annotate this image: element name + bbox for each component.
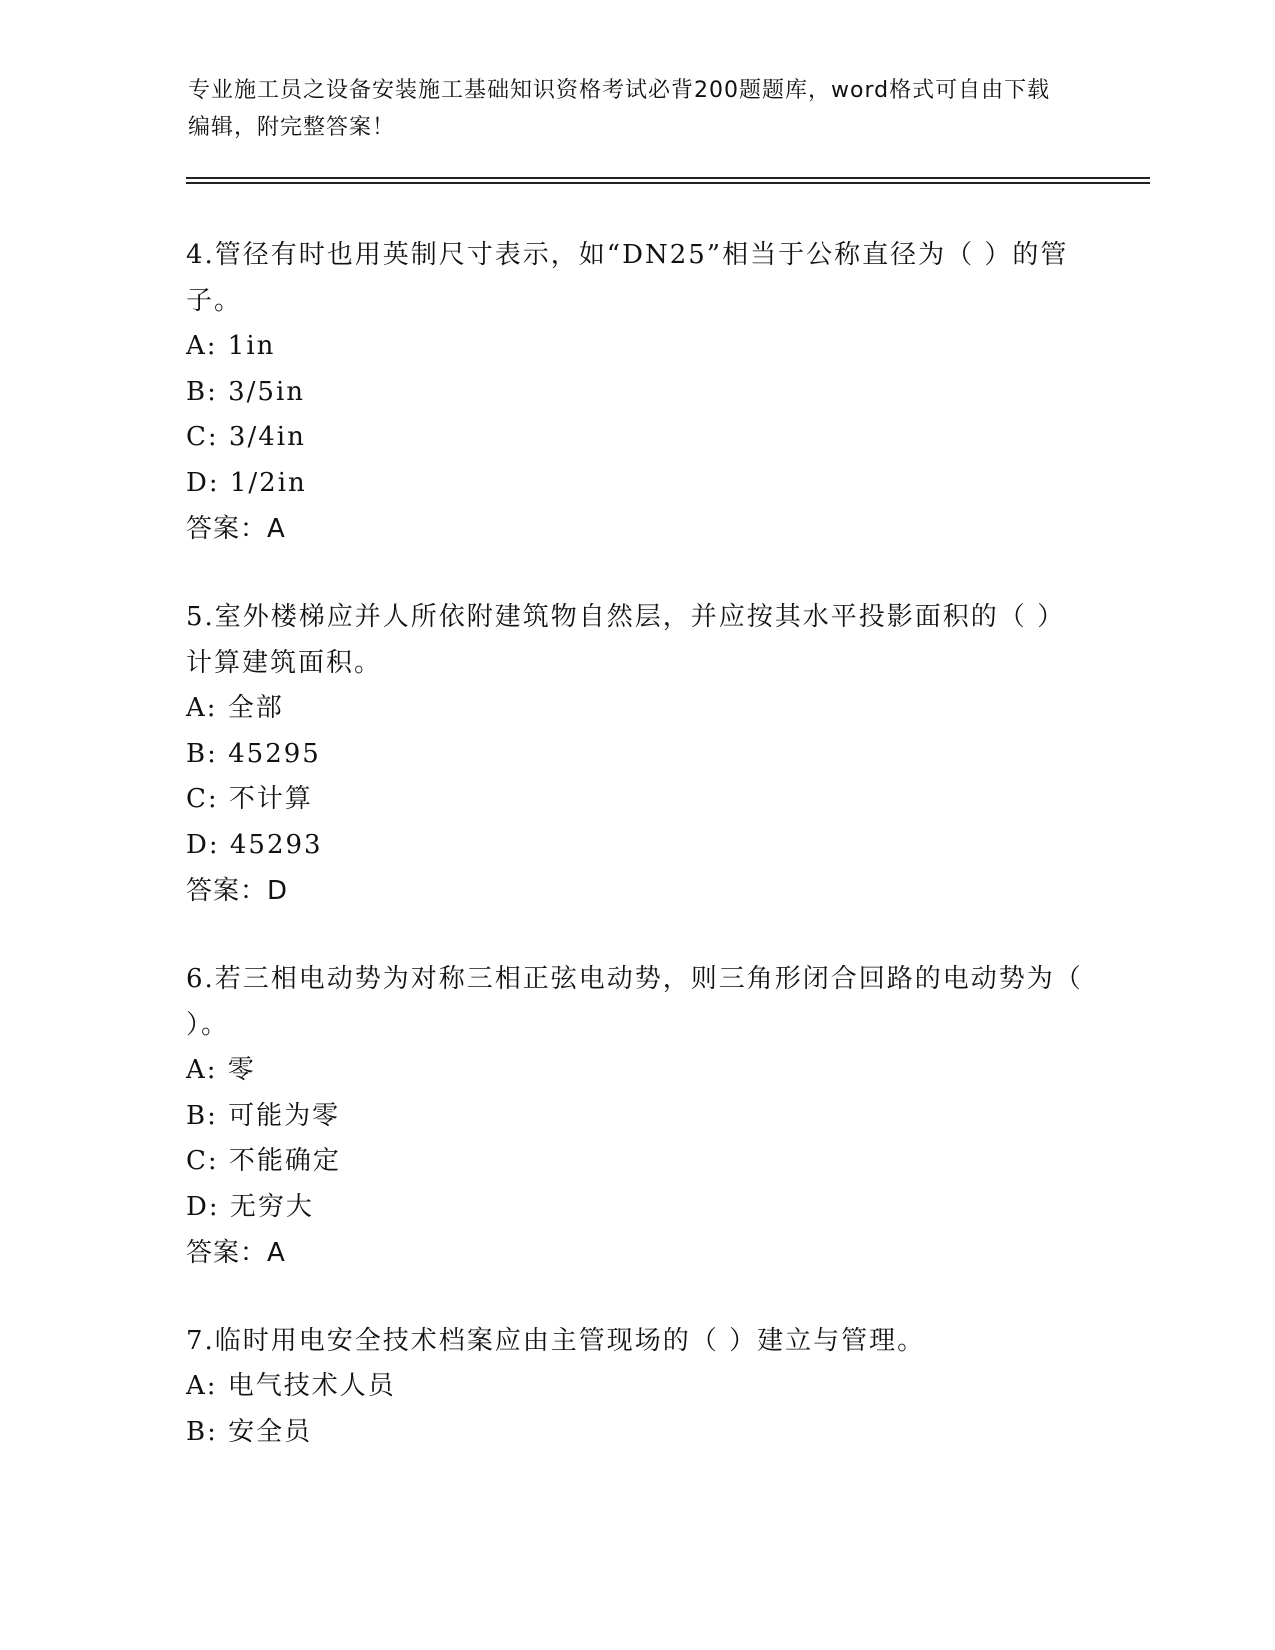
option-b: B: 安全员	[186, 1416, 313, 1447]
option-a: A: 电气技术人员	[186, 1371, 396, 1401]
question-stem: 7.临时用电安全技术档案应由主管现场的（ ）建立与管理。	[186, 1326, 926, 1356]
option-b: B: 可能为零	[186, 1100, 341, 1131]
option-d: D: 无穷大	[186, 1191, 314, 1222]
option-d: D: 45293	[186, 829, 323, 860]
answer: 答案：A	[186, 1238, 286, 1268]
option-c: C: 3/4in	[186, 422, 306, 452]
option-c: C: 不能确定	[186, 1146, 341, 1176]
question-stem: 4.管径有时也用英制尺寸表示，如“DN25”相当于公称直径为（ ）的管子。	[186, 240, 1069, 316]
option-a: A: 1in	[186, 331, 276, 361]
option-b: B: 3/5in	[186, 376, 306, 407]
question-7	[186, 1318, 1086, 1455]
option-a: A: 全部	[186, 693, 284, 723]
option-d: D: 1/2in	[186, 467, 307, 498]
option-c: C: 不计算	[186, 784, 313, 814]
question-5	[186, 594, 1086, 914]
answer: 答案：D	[186, 876, 289, 906]
question-stem: 5.室外楼梯应并人所依附建筑物自然层，并应按其水平投影面积的（ ）计算建筑面积。	[186, 602, 1066, 678]
answer: 答案：A	[186, 514, 286, 544]
question-6	[186, 956, 1086, 1276]
question-stem: 6.若三相电动势为对称三相正弦电动势，则三角形闭合回路的电动势为（ ）。	[186, 964, 1083, 1040]
option-b: B: 45295	[186, 738, 321, 769]
header-divider-bottom	[186, 182, 1150, 184]
header-divider-top	[186, 177, 1150, 179]
question-4	[186, 232, 1086, 552]
option-a: A: 零	[186, 1055, 256, 1085]
document-header: 专业施工员之设备安装施工基础知识资格考试必背200题题库，word格式可自由下载编辑，附完整答案！	[188, 78, 1051, 140]
